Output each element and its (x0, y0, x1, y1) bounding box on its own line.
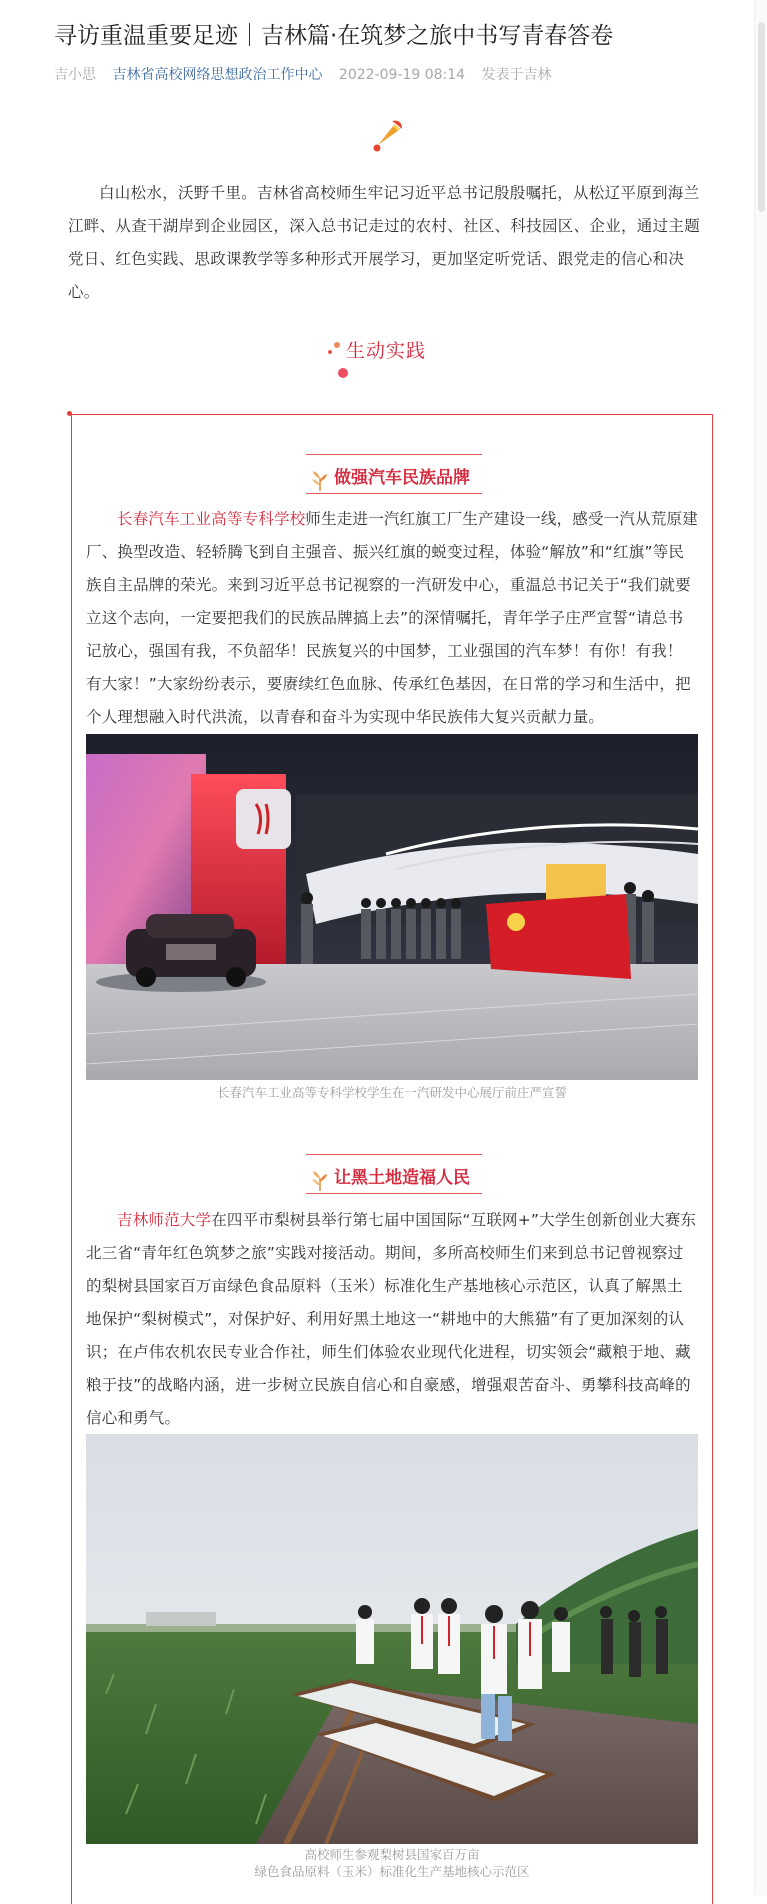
subtitle-rule (306, 493, 482, 494)
school-name: 长春汽车工业高等专科学校 (117, 510, 306, 528)
caption-line: 绿色食品原料（玉米）标准化生产基地核心示范区 (254, 1864, 530, 1879)
decor-dot (334, 342, 340, 348)
decor-dot (338, 368, 348, 378)
publish-location: 发表于吉林 (481, 67, 552, 83)
publish-datetime: 2022-09-19 08:14 (338, 67, 466, 83)
subtitle-text: 让黑土地造福人民 (334, 1168, 470, 1188)
subtitle-rule (306, 454, 482, 455)
intro-paragraph: 白山松水，沃野千里。吉林省高校师生牢记习近平总书记殷殷嘱托，从松辽平原到海兰江畔、从查干湖岸到企业园区，深入总书记走过的农村、社区、科技园区、企业，通过主题党日、红色实践、思政课教学等多种形式开展学习，更加坚定听党话、跟党走的信心和决心。 (68, 184, 701, 301)
showroom-image (86, 734, 698, 1080)
leaf-icon (310, 470, 330, 492)
photo-cornfield-visit (86, 1434, 698, 1844)
subtitle-text: 做强汽车民族品牌 (334, 468, 470, 488)
scrollbar-thumb[interactable] (758, 22, 765, 212)
body-paragraph (86, 1204, 698, 1435)
body-paragraph (86, 503, 698, 734)
article-title: 寻访重温重要足迹｜吉林篇·在筑梦之旅中书写青春答卷 (54, 23, 614, 49)
section-heading (320, 330, 470, 380)
subtitle-banner (306, 454, 482, 494)
cornfield-image (86, 1434, 698, 1844)
photo-caption (86, 1846, 698, 1880)
section-title: 生动实践 (346, 340, 427, 362)
subtitle-rule (306, 1154, 482, 1155)
scrollbar[interactable] (754, 0, 767, 1895)
photo-caption: 长春汽车工业高等专科学校学生在一汽研发中心展厅前庄严宣誓 (216, 1085, 567, 1100)
paragraph-text: 师生走进一汽红旗工厂生产建设一线，感受一汽从荒原建厂、换型改造、轻轿腾飞到自主强音、振兴红旗的蜕变过程，体验“解放”和“红旗”等民族自主品牌的荣光。来到习近平总书记视察的一汽研发中心，重温总书记关于“我们就要立这个志向，一定要把我们的民族品牌搞上去”的深情嘱托，青年学子庄严宣誓“请总书记放心，强国有我，不负韶华！民族复兴的中国梦，工业强国的汽车梦！有你！有我！有大家！”大家纷纷表示，要赓续红色血脉、传承红色基因，在日常的学习和生活中，把个人理想融入时代洪流，以青春和奋斗为实现中华民族伟大复兴贡献力量。 (86, 510, 698, 726)
photo-showroom-oath (86, 734, 698, 1080)
article-meta (54, 64, 564, 84)
author: 吉小思 (54, 67, 96, 83)
caption-line: 高校师生参观梨树县国家百万亩 (304, 1847, 480, 1862)
paragraph-text: 在四平市梨树县举行第七届中国国际“互联网+”大学生创新创业大赛东北三省“青年红色筑梦之旅”实践对接活动。期间，多所高校师生们来到总书记曾视察过的梨树县国家百万亩绿色食品原料（玉米）标准化生产基地核心示范区，认真了解黑土地保护“梨树模式”，对保护好、利用好黑土地这一“耕地中的大熊猫”有了更加深刻的认识；在卢伟农机农民专业合作社，师生们体验农业现代化进程，切实领会“藏粮于地、藏粮于技”的战略内涵，进一步树立民族自信心和自豪感，增强艰苦奋斗、勇攀科技高峰的信心和勇气。 (86, 1211, 697, 1427)
trumpet-icon (372, 115, 406, 153)
leaf-icon (310, 1170, 330, 1192)
subtitle-rule (306, 1193, 482, 1194)
school-name: 吉林师范大学 (117, 1211, 212, 1229)
subtitle-banner (306, 1154, 482, 1194)
source-link[interactable]: 吉林省高校网络思想政治工作中心 (112, 67, 323, 83)
decor-dot (328, 350, 332, 354)
